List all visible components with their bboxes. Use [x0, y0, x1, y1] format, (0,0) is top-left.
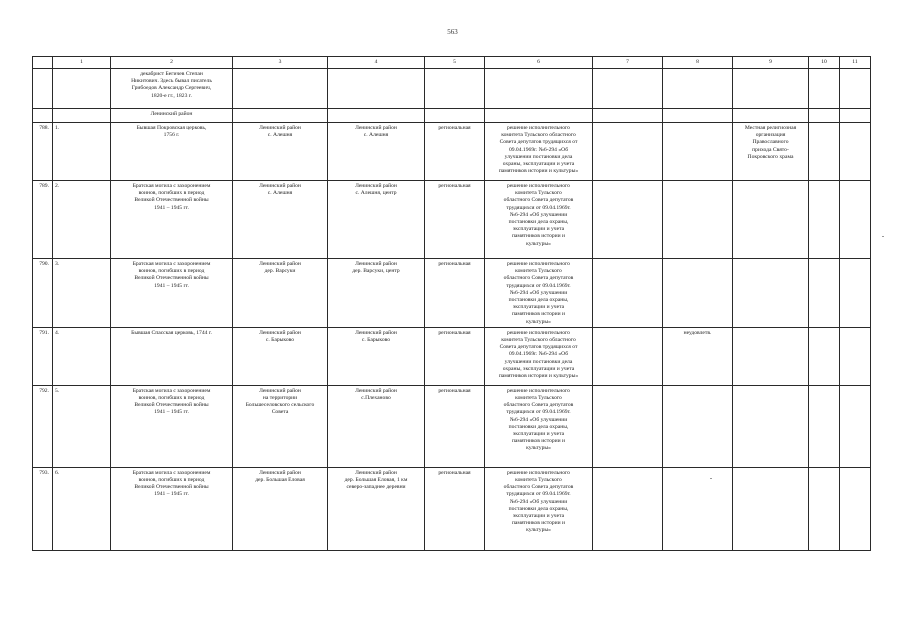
protection-decision: решение исполнительного комитета Тульского областного Совета депутатов трудящихся от 09.04.1969г. №6-294 «Об улучшении постановки дела охраны, эксплуатации и учета памятников истории и культуры» — [485, 181, 593, 259]
empty-cell — [328, 109, 425, 123]
owner-cell — [733, 385, 809, 467]
column-header-blank — [33, 57, 53, 69]
registry-number: 790. — [33, 259, 53, 328]
table-row — [33, 181, 871, 259]
column-10-cell — [809, 385, 840, 467]
object-location: Ленинский район на территории Большеселовского сельского Совета — [233, 385, 328, 467]
column-header: 3 — [233, 57, 328, 69]
protection-category: региональная — [425, 385, 485, 467]
empty-cell — [733, 69, 809, 109]
owner-cell — [733, 327, 809, 385]
object-name: Братская могила с захоронением воинов, погибших в период Великой Отечественной войны 1941 – 1945 гг. — [111, 259, 233, 328]
registry-number: 788. — [33, 123, 53, 181]
object-address: Ленинский район дер. Большая Еловая, 1 км северо-западнее деревни — [328, 467, 425, 550]
column-header: 7 — [593, 57, 663, 69]
local-index: 5. — [53, 385, 111, 467]
object-address: Ленинский район с. Алешня — [328, 123, 425, 181]
protection-category: региональная — [425, 181, 485, 259]
protection-category: региональная — [425, 123, 485, 181]
protection-category: региональная — [425, 259, 485, 328]
scan-speck — [882, 236, 884, 237]
protection-decision: решение исполнительного комитета Тульского областного Совета депутатов трудящихся от 09.04.1969г. №6-294 «Об улучшении постановки дела охраны, эксплуатации и учета памятников истории и культуры» — [485, 327, 593, 385]
row-number-cell — [33, 109, 53, 123]
section-heading: Ленинский район — [111, 109, 233, 123]
empty-cell — [733, 109, 809, 123]
protection-category: региональная — [425, 327, 485, 385]
table-row — [33, 259, 871, 328]
empty-cell — [663, 69, 733, 109]
empty-cell — [425, 109, 485, 123]
empty-cell — [485, 109, 593, 123]
column-11-cell — [840, 123, 871, 181]
empty-cell — [233, 109, 328, 123]
local-index: 3. — [53, 259, 111, 328]
continuation-row — [33, 69, 871, 109]
protection-decision: решение исполнительного комитета Тульского областного Совета депутатов трудящихся от 09.04.1969г. №6-294 «Об улучшении постановки дела охраны, эксплуатации и учета памятников истории и культуры» — [485, 385, 593, 467]
empty-cell — [840, 69, 871, 109]
object-name: Бывшая Покровская церковь, 1756 г. — [111, 123, 233, 181]
column-header: 6 — [485, 57, 593, 69]
owner-cell — [733, 467, 809, 550]
condition-cell — [663, 467, 733, 550]
column-10-cell — [809, 181, 840, 259]
column-11-cell — [840, 259, 871, 328]
empty-cell — [485, 69, 593, 109]
protection-decision: решение исполнительного комитета Тульского областного Совета депутатов трудящихся от 09.04.1969г. №6-294 «Об улучшении постановки дела охраны, эксплуатации и учета памятников истории и культуры» — [485, 259, 593, 328]
scan-speck — [710, 478, 712, 479]
condition-cell — [663, 385, 733, 467]
empty-cell — [328, 69, 425, 109]
column-11-cell — [840, 181, 871, 259]
index-cell — [53, 109, 111, 123]
object-name: Братская могила с захоронением воинов, погибших в период Великой Отечественной войны 1941 – 1945 гг. — [111, 467, 233, 550]
registry-number: 791. — [33, 327, 53, 385]
protection-decision: решение исполнительного комитета Тульского областного Совета депутатов трудящихся от 09.04.1969г. №6-294 «Об улучшении постановки дела охраны, эксплуатации и учета памятников истории и культуры» — [485, 467, 593, 550]
registry-number: 793. — [33, 467, 53, 550]
object-address: Ленинский район с. Барыково — [328, 327, 425, 385]
column-header: 11 — [840, 57, 871, 69]
column-7-cell — [593, 181, 663, 259]
object-name-cell: декабрист Бегичев Степан Никитович. Здесь бывал писатель Грибоедов Александр Сергеевич, 1820-е гг., 1823 г. — [111, 69, 233, 109]
registry-number: 792. — [33, 385, 53, 467]
column-header: 10 — [809, 57, 840, 69]
table-row — [33, 467, 871, 550]
column-header: 5 — [425, 57, 485, 69]
column-10-cell — [809, 259, 840, 328]
column-11-cell — [840, 327, 871, 385]
empty-cell — [840, 109, 871, 123]
empty-cell — [809, 69, 840, 109]
table-row — [33, 385, 871, 467]
object-name: Бывшая Спасская церковь, 1744 г. — [111, 327, 233, 385]
empty-cell — [233, 69, 328, 109]
column-header: 9 — [733, 57, 809, 69]
empty-cell — [593, 69, 663, 109]
object-location: Ленинский район с. Алешня — [233, 181, 328, 259]
protection-decision: решение исполнительного комитета Тульского областного Совета депутатов трудящихся от 09.04.1969г. №6-294 «Об улучшении постановки дела охраны, эксплуатации и учета памятников истории и культуры» — [485, 123, 593, 181]
condition-cell: неудовлетв. — [663, 327, 733, 385]
heritage-registry-table — [32, 56, 871, 551]
object-name: Братская могила с захоронением воинов, погибших в период Великой Отечественной войны 1941 – 1945 гг. — [111, 385, 233, 467]
empty-cell — [809, 109, 840, 123]
object-location: Ленинский район с. Алешня — [233, 123, 328, 181]
table-row — [33, 123, 871, 181]
local-index: 2. — [53, 181, 111, 259]
empty-cell — [425, 69, 485, 109]
condition-cell — [663, 181, 733, 259]
table-row — [33, 327, 871, 385]
object-address: Ленинский район дер. Варсуки, центр — [328, 259, 425, 328]
column-header: 4 — [328, 57, 425, 69]
column-7-cell — [593, 123, 663, 181]
protection-category: региональная — [425, 467, 485, 550]
column-11-cell — [840, 385, 871, 467]
column-7-cell — [593, 327, 663, 385]
object-location: Ленинский район дер. Большая Еловая — [233, 467, 328, 550]
local-index: 1. — [53, 123, 111, 181]
column-header: 2 — [111, 57, 233, 69]
column-header: 1 — [53, 57, 111, 69]
column-7-cell — [593, 385, 663, 467]
column-7-cell — [593, 259, 663, 328]
column-10-cell — [809, 123, 840, 181]
owner-cell — [733, 181, 809, 259]
local-index: 4. — [53, 327, 111, 385]
empty-cell — [593, 109, 663, 123]
row-number-cell — [33, 69, 53, 109]
page-number: 563 — [447, 28, 458, 36]
column-11-cell — [840, 467, 871, 550]
index-cell — [53, 69, 111, 109]
column-header: 8 — [663, 57, 733, 69]
object-name: Братская могила с захоронением воинов, погибших в период Великой Отечественной войны 1941 – 1945 гг. — [111, 181, 233, 259]
section-heading-row — [33, 109, 871, 123]
column-7-cell — [593, 467, 663, 550]
empty-cell — [663, 109, 733, 123]
column-header-row — [33, 57, 871, 69]
object-address: Ленинский район с. Алешня, центр — [328, 181, 425, 259]
object-location: Ленинский район с. Барыково — [233, 327, 328, 385]
object-address: Ленинский район с.Плеханово — [328, 385, 425, 467]
owner-cell — [733, 259, 809, 328]
object-location: Ленинский район дер. Варсуки — [233, 259, 328, 328]
column-10-cell — [809, 327, 840, 385]
registry-number: 789. — [33, 181, 53, 259]
condition-cell — [663, 123, 733, 181]
local-index: 6. — [53, 467, 111, 550]
column-10-cell — [809, 467, 840, 550]
owner-cell: Местная религиозная организация Православного прихода Свято- Покровского храма — [733, 123, 809, 181]
condition-cell — [663, 259, 733, 328]
